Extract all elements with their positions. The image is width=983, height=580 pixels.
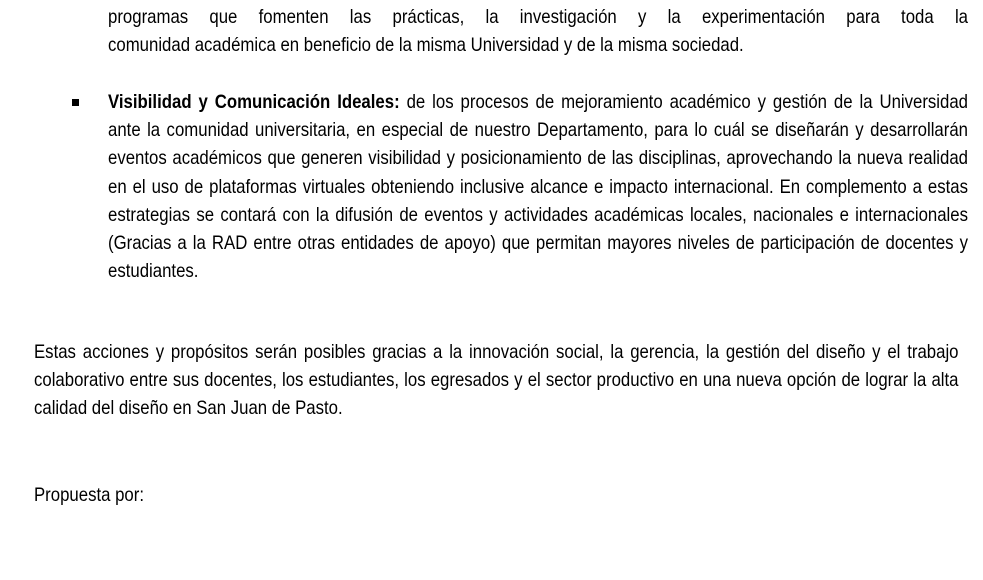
bullet-item-title: Visibilidad y Comunicación Ideales:: [108, 91, 400, 113]
continuation-paragraph: [108, 3, 968, 59]
signature-label: Propuesta por:: [34, 484, 145, 506]
closing-paragraph: Estas acciones y propósitos serán posibles gracias a la innovación social, la gerencia, la gestión del diseño y el trabajo colaborativo entre sus docentes, los estudiantes, los egresados y el sector productivo en una nueva opción de lograr la alta calidad del diseño en San Juan de Pasto.: [34, 341, 959, 420]
square-bullet-icon: [72, 99, 79, 106]
continuation-line-1: programas que fomenten las prácticas, la investigación y la experimentación para toda la: [108, 6, 968, 28]
bullet-item-visibility: [108, 88, 968, 285]
continuation-line-2: comunidad académica en beneficio de la misma Universidad y de la misma sociedad.: [108, 34, 744, 57]
bullet-item-body: de los procesos de mejoramiento académico y gestión de la Universidad ante la comunidad universitaria, en especial de nuestro Departamento, para lo cuál se diseñarán y desarrollarán eventos académicos que generen visibilidad y posicionamiento de las disciplinas, aprovechando la nueva realidad en el uso de plataformas virtuales obteniendo inclusive alcance e impacto internacional. En complemento a estas estrategias se contará con la difusión de eventos y actividades académicas locales, nacionales e internacionales (Gracias a la RAD entre otras entidades de apoyo) que permitan mayores niveles de participación de docentes y estudiantes.: [108, 91, 969, 283]
